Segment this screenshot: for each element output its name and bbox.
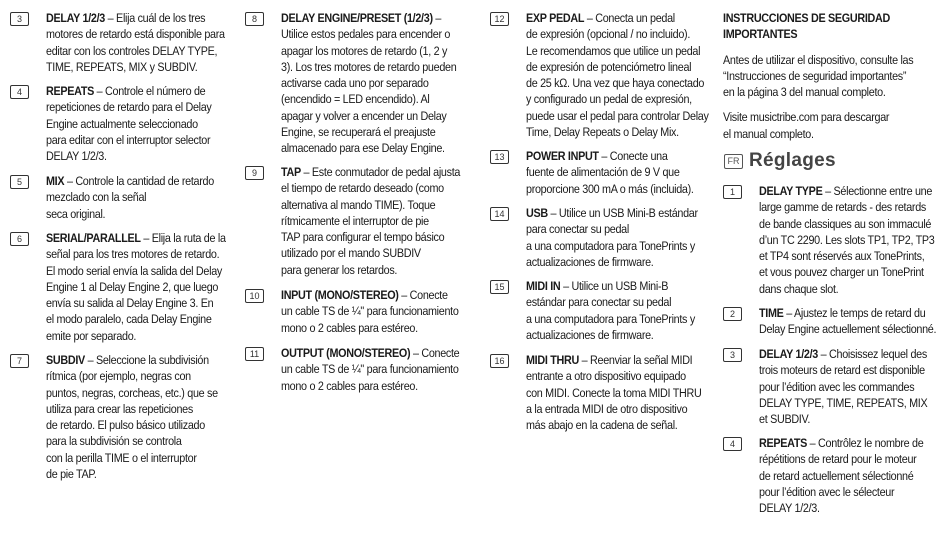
item-title: INPUT (MONO/STEREO) bbox=[281, 288, 399, 302]
item-number-badge: 16 bbox=[490, 354, 509, 368]
item-title: DELAY ENGINE/PRESET (1/2/3) bbox=[281, 11, 433, 25]
language-tag: FR bbox=[724, 154, 743, 169]
item-title: TAP bbox=[281, 165, 301, 179]
item-title: DELAY 1/2/3 bbox=[759, 347, 818, 361]
section-heading: Réglages bbox=[749, 150, 836, 171]
item-number-badge: 4 bbox=[10, 85, 29, 99]
item-title: DELAY TYPE bbox=[759, 184, 823, 198]
item-number-badge: 10 bbox=[245, 289, 264, 303]
item-title: DELAY 1/2/3 bbox=[46, 11, 105, 25]
item-number-badge: 1 bbox=[723, 185, 742, 199]
item-number-badge: 13 bbox=[490, 150, 509, 164]
item-title: MIX bbox=[46, 174, 65, 188]
item-number-badge: 12 bbox=[490, 12, 509, 26]
item-title: OUTPUT (MONO/STEREO) bbox=[281, 346, 411, 360]
item-number-badge: 9 bbox=[245, 166, 264, 180]
item-title: REPEATS bbox=[759, 436, 807, 450]
item-title: MIDI IN bbox=[526, 279, 561, 293]
item-title: EXP PEDAL bbox=[526, 11, 585, 25]
item-title: SERIAL/PARALLEL bbox=[46, 231, 141, 245]
item-title: POWER INPUT bbox=[526, 149, 599, 163]
item-number-badge: 2 bbox=[723, 307, 742, 321]
item-number-badge: 6 bbox=[10, 232, 29, 246]
item-number-badge: 3 bbox=[10, 12, 29, 26]
safety-title: INSTRUCCIONES DE SEGURIDAD bbox=[723, 11, 890, 25]
item-number-badge: 14 bbox=[490, 207, 509, 221]
item-number-badge: 3 bbox=[723, 348, 742, 362]
item-number-badge: 8 bbox=[245, 12, 264, 26]
item-number-badge: 4 bbox=[723, 437, 742, 451]
item-title: MIDI THRU bbox=[526, 353, 579, 367]
item-title: USB bbox=[526, 206, 548, 220]
safety-instructions: INSTRUCCIONES DE SEGURIDAD IMPORTANTES Antes de utilizar el dispositivo, consulte las “Instrucciones de seguridad importantes” en la página 3 del manual completo. Visite musictribe.com para descargar el manual completo. bbox=[723, 11, 914, 141]
item-number-badge: 5 bbox=[10, 175, 29, 189]
item-number-badge: 7 bbox=[10, 354, 29, 368]
item-number-badge: 11 bbox=[245, 347, 264, 361]
item-title: TIME bbox=[759, 306, 784, 320]
item-number-badge: 15 bbox=[490, 280, 509, 294]
item-title: SUBDIV bbox=[46, 353, 85, 367]
item-title: REPEATS bbox=[46, 84, 94, 98]
